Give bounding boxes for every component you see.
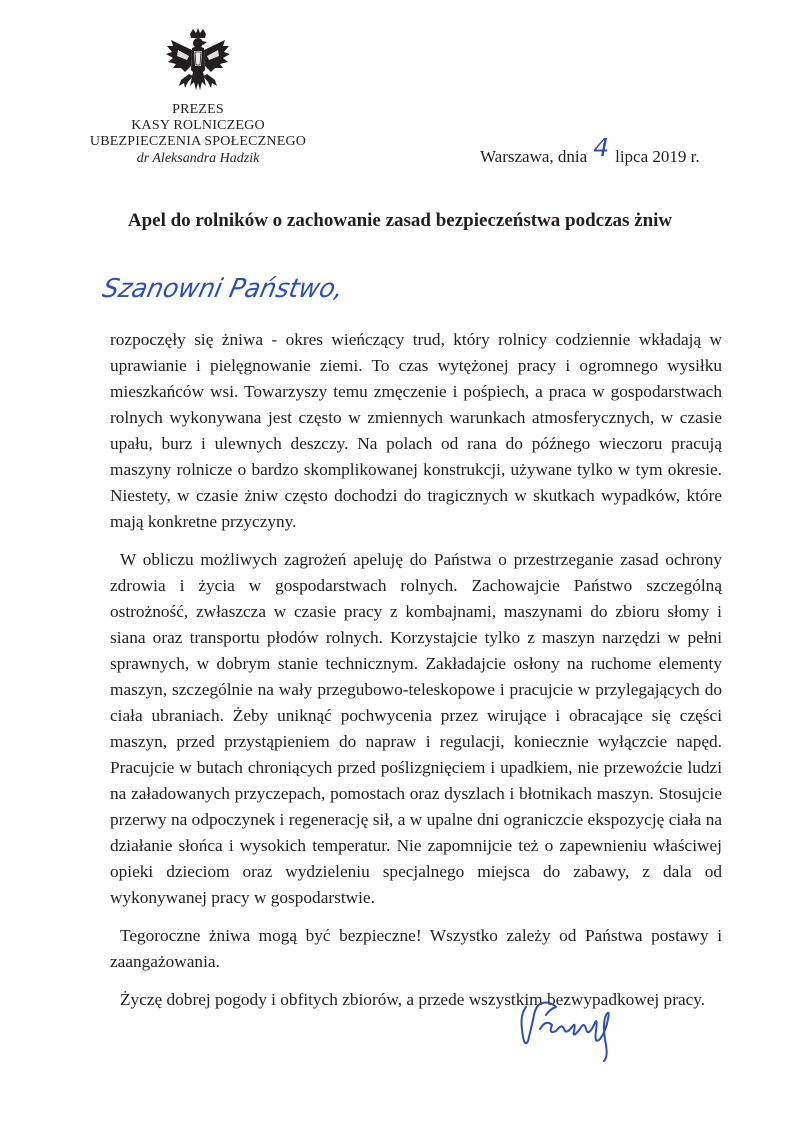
letterhead-institution-line2: UBEZPIECZENIA SPOŁECZNEGO <box>89 134 307 149</box>
salutation-text: Szanowni Państwo, <box>100 274 355 304</box>
letterhead-title: PREZES <box>172 102 224 117</box>
signature-handwritten <box>512 995 632 1065</box>
paragraph-wishes: Życzę dobrej pogody i obfitych zbiorów, a przede wszystkim bezwypadkowej pracy. <box>120 990 706 1009</box>
date-day-handwritten: 4 <box>593 133 610 162</box>
paragraph-intro: rozpoczęły się żniwa - okres wieńczący trud, który rolnicy codziennie wkładają w uprawianie i pielęgnowanie ziemi. To czas wytężonej pracy i ogromnego wysiłku mieszkańców wsi. Towarzyszy temu zmęczenie i pośpiech, a praca w gospodarstwach rolnych wykonywana jest często w zmiennych warunkach atmosferycznych, w czasie upału, burz i ulewnych deszczy. Na polach od rana do późnego wieczoru pracują maszyny rolnicze o bardzo skomplikowanej konstrukcji, używane tylko w tym okresie. Niestety, w czasie żniw często dochodzi do tragicznych w skutkach wypadków, które mają konkretne przyczyny. <box>110 330 722 531</box>
date-line <box>480 133 700 168</box>
letter-title: Apel do rolników o zachowanie zasad bezpieczeństwa podczas żniw <box>127 210 673 231</box>
paragraph-appeal: W obliczu możliwych zagrożeń apeluję do Państwa o przestrzeganie zasad ochrony zdrowia i życia w gospodarstwach rolnych. Zachowajcie Państwo szczególną ostrożność, zwłaszcza w czasie pracy z kombajnami, maszynami do zbioru słomy i siana oraz transportu płodów rolnych. Korzystajcie tylko z maszyn narzędzi w pełni sprawnych, w dobrym stanie technicznym. Zakładajcie osłony na ruchome elementy maszyn, szczególnie na wały przegubowo-teleskopowe i pracujcie w przylegających do ciała ubraniach. Żeby uniknąć pochwycenia przez wirujące i obracające się części maszyn, przed przystąpieniem do napraw i regulacji, koniecznie wyłączcie napęd. Pracujcie w butach chroniących przed poślizgnięciem i upadkiem, nie przewoźcie ludzi na załadowanych przyczepach, pomostach oraz dyszlach i błotnikach maszyn. Stosujcie przerwy na odpoczynek i regenerację sił, a w upalne dni ograniczcie ekspozycję ciała na działanie słońca i wysokich temperatur. Nie zapomnijcie też o zapewnieniu właściwej opieki dzieciom oraz wydzieleniu specjalnego miejsca do zabawy, z dala od wykonywanej pracy w gospodarstwie. <box>110 550 722 907</box>
letterhead-signatory-name: dr Aleksandra Hadzik <box>136 151 260 166</box>
salutation-handwritten <box>100 265 360 311</box>
date-prefix: Warszawa, dnia <box>480 147 588 166</box>
letterhead <box>72 28 324 167</box>
letter-body <box>110 327 722 1013</box>
date-suffix: lipca 2019 r. <box>615 147 700 166</box>
letterhead-institution-line1: KASY ROLNICZEGO <box>131 118 265 133</box>
white-eagle-emblem-icon <box>163 28 233 102</box>
paragraph-safety: Tegoroczne żniwa mogą być bezpieczne! Wszystko zależy od Państwa postawy i zaangażowania. <box>110 926 722 971</box>
